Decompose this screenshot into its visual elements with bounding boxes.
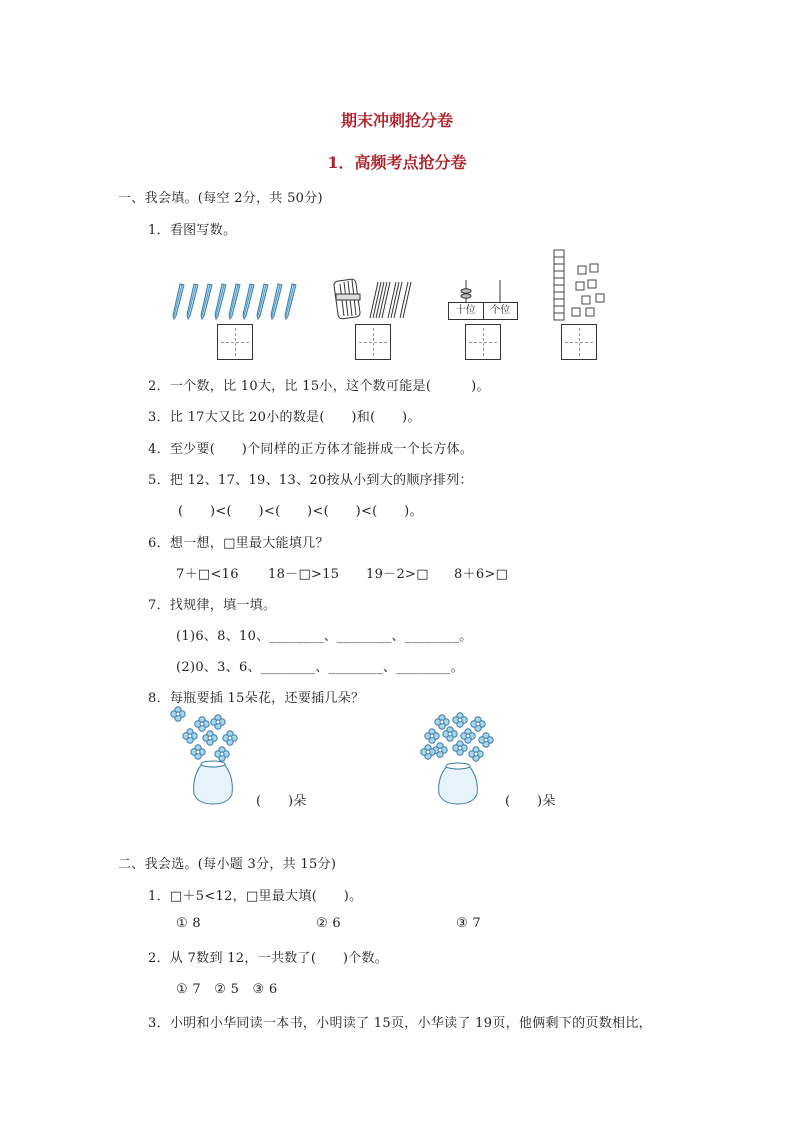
- q2-text: 2．一个数，比 10大，比 15小，这个数可能是( )。: [148, 379, 490, 394]
- q6-item-1: 7＋□<16: [176, 567, 239, 582]
- abacus-ones-label: 个位: [490, 305, 511, 316]
- q4-text: 4．至少要( )个同样的正方体才能拼成一个长方体。: [148, 442, 474, 457]
- pencils-icon: [172, 282, 302, 322]
- s2-q1-option-1[interactable]: ① 8: [176, 916, 201, 931]
- stick-bundle-icon: [330, 276, 414, 322]
- q3-text: 3．比 17大又比 20小的数是( )和( )。: [148, 410, 421, 425]
- q7-part2: (2)0、3、6、________、________、________。: [176, 660, 465, 675]
- s2-q1-text: 1．□＋5<12，□里最大填( )。: [148, 889, 363, 904]
- base-ten-blocks-icon: [552, 248, 608, 322]
- q6-text: 6．想一想，□里最大能填几？: [148, 536, 329, 551]
- q6-item-3: 19－2>□: [366, 567, 429, 582]
- q6-item-4: 8＋6>□: [454, 567, 509, 582]
- s2-q2-text: 2．从 7数到 12，一共数了( )个数。: [148, 951, 389, 966]
- section2-heading: 二、我会选。(每小题 3分，共 15分): [118, 857, 337, 872]
- q1-text: 1．看图写数。: [148, 223, 237, 238]
- q5-answer: ( )<( )<( )<( )<( )。: [178, 504, 423, 519]
- abacus-icon: [448, 278, 518, 302]
- q6-item-2: 18－□>15: [268, 567, 340, 582]
- answer-box-3[interactable]: [465, 324, 501, 360]
- s2-q1-option-2[interactable]: ② 6: [316, 916, 341, 931]
- page-title: 期末冲刺抢分卷: [340, 111, 453, 130]
- answer-box-4[interactable]: [561, 324, 597, 360]
- q8-blank-2: ( )朵: [505, 794, 556, 809]
- section1-heading: 一、我会填。(每空 2分，共 50分): [118, 191, 323, 206]
- q7-part1: (1)6、8、10、________、________、________。: [176, 629, 473, 644]
- q5-text: 5．把 12、17、19、13、20按从小到大的顺序排列：: [148, 473, 473, 488]
- s2-q1-option-3[interactable]: ③ 7: [456, 916, 481, 931]
- flower-vase-icon-2: [418, 714, 498, 808]
- q8-blank-1: ( )朵: [256, 794, 307, 809]
- s2-q3-text: 3．小明和小华同读一本书，小明读了 15页，小华读了 19页，他俩剩下的页数相比，: [148, 1016, 652, 1031]
- abacus-base: [448, 302, 518, 320]
- s2-q2-options[interactable]: ① 7 ② 5 ③ 6: [176, 982, 278, 997]
- answer-box-2[interactable]: [355, 324, 391, 360]
- page-subtitle: 1．高频考点抢分卷: [327, 153, 467, 172]
- q7-text: 7．找规律，填一填。: [148, 598, 277, 613]
- abacus-tens-label: 十位: [449, 303, 484, 319]
- answer-box-1[interactable]: [217, 324, 253, 360]
- flower-vase-icon: [178, 714, 248, 808]
- q8-text: 8．每瓶要插 15朵花，还要插几朵？: [148, 691, 365, 706]
